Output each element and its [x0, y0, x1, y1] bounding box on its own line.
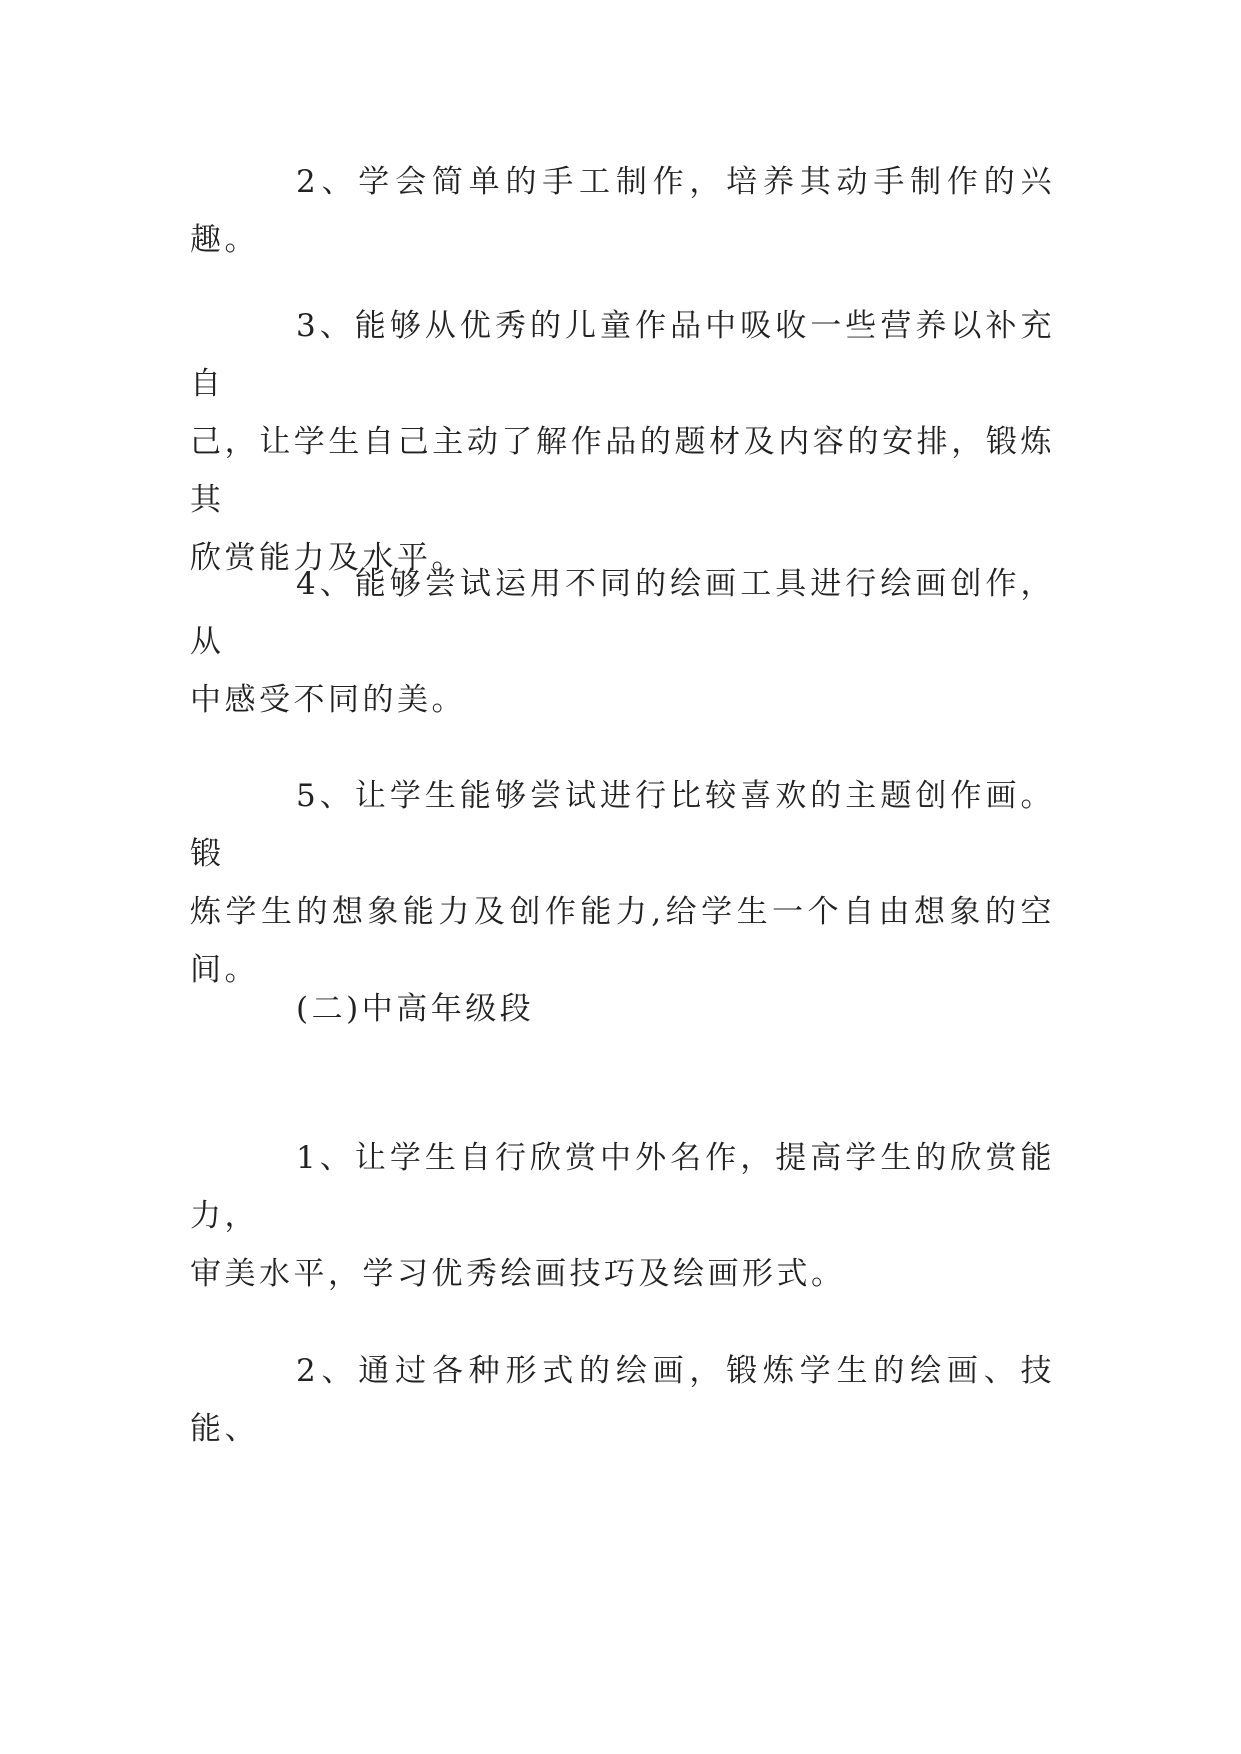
- text-line: 1、让学生自行欣赏中外名作，提高学生的欣赏能力，: [190, 1140, 1055, 1234]
- heading-line: (二)中高年级段: [296, 991, 535, 1027]
- text-line: 欣赏能力及水平。: [190, 540, 466, 576]
- text-line: 2、通过各种形式的绘画，锻炼学生的绘画、技能、: [190, 1353, 1055, 1447]
- text-line: 己，让学生自己主动了解作品的题材及内容的安排，锻炼其: [190, 424, 1055, 518]
- paragraph-item-3-appreciation: [190, 297, 1055, 587]
- paragraph-item-2-handcraft: [190, 153, 1055, 269]
- text-line: 2、学会简单的手工制作，培养其动手制作的兴趣。: [190, 164, 1055, 258]
- paragraph-item-5-theme-creation: [190, 767, 1055, 999]
- text-line: 中感受不同的美。: [190, 682, 466, 718]
- text-line: 5、让学生能够尝试进行比较喜欢的主题创作画。锻: [190, 778, 1055, 872]
- section-heading-upper-grades: [190, 980, 1055, 1038]
- text-line: 3、能够从优秀的儿童作品中吸收一些营养以补充自: [190, 308, 1055, 402]
- paragraph-item-1-masterpieces: [190, 1129, 1055, 1303]
- text-line: 审美水平，学习优秀绘画技巧及绘画形式。: [190, 1256, 846, 1292]
- paragraph-item-4-painting-tools: [190, 555, 1055, 729]
- paragraph-item-2-drawing-skills: [190, 1342, 1055, 1458]
- text-line: 炼学生的想象能力及创作能力,给学生一个自由想象的空间。: [190, 894, 1055, 988]
- text-line: 4、能够尝试运用不同的绘画工具进行绘画创作，从: [190, 566, 1055, 660]
